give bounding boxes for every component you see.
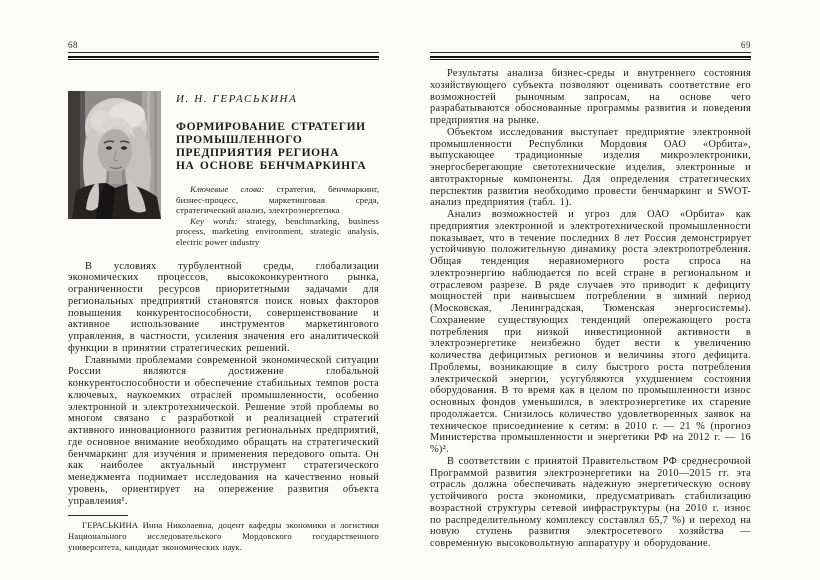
header-double-rule-right <box>430 56 751 60</box>
left-page-body <box>68 261 379 508</box>
title-line: ФОРМИРОВАНИЕ СТРАТЕГИИ <box>176 121 366 133</box>
title-line: НА ОСНОВЕ БЕНЧМАРКИНГА <box>176 160 367 172</box>
author-photo-image <box>68 91 161 219</box>
keywords-ru <box>176 184 379 216</box>
title-line: ПРЕДПРИЯТИЯ РЕГИОНА <box>176 147 340 159</box>
page-number-right: 69 <box>741 40 751 50</box>
keywords-ru-label: Ключевые слова: <box>190 184 265 194</box>
body-paragraph: Результаты анализа бизнес-среды и внутреннего состояния хозяйствующего субъекта позволяют оценивать соответствие его возможностей рыночным запросам, на основе чего разрабатываются обоснованные программы развития и поведения предприятия на рынке. <box>430 68 751 126</box>
footnote-rule <box>68 515 128 516</box>
body-paragraph: В условиях турбулентной среды, глобализации экономических процессов, высококонкурентного рынка, ограниченности ресурсов приоритетными задачами для региональных предприятий становятся поиск новых факторов повышения конкурентоспособности, совершенствование и активное использование инструментов маркетингового управления, в частности, усиления значения его аналитической функции в принятии стратегических решений. <box>68 260 379 354</box>
author-photo <box>68 91 161 219</box>
left-page-header <box>68 40 379 53</box>
article-heading <box>176 91 379 248</box>
body-paragraph: Объектом исследования выступает предприятие электронной промышленности Республики Мордовия ОАО «Орбита», выпускающее традиционные изделия микроэлектроники, энергосберегающие светотехнические изделия, электронные и автотракторные компоненты. Для определения стратегических перспектив развития необходимо провести бенчмаркинг и SWOT-анализ предприятия (табл. 1). <box>430 126 751 209</box>
footnote-block <box>68 515 379 552</box>
header-double-rule-left <box>68 56 379 60</box>
footnote-text: ГЕРАСЬКИНА Инна Николаевна, доцент кафедры экономики и логистики Национального исследовательского Мордовского государственного университета, кандидат экономических наук. <box>68 520 379 552</box>
keywords-en-label: Key words: <box>190 215 238 226</box>
keywords-en <box>176 216 379 248</box>
keywords-ru-text: стратегия, бенчмаркинг, бизнес-процесс, маркетинговая среда, стратегический анализ, электроэнергетика <box>176 184 379 216</box>
keywords-en-text: strategy, benchmarking, business process, marketing environment, strategic analysis, electric power industry <box>176 215 379 247</box>
author-name: И. Н. ГЕРАСЬКИНА <box>176 93 298 105</box>
body-paragraph: Главными проблемами современной экономической ситуации России являются достижение глобальной конкурентоспособности и обеспечение стабильных темпов роста ключевых, наукоемких отраслей промышленности, особенно электронной и электротехнической. Решение этой проблемы во многом связано с разработкой и реализацией стратегий активного инновационного развития региональных предприятий, где основное внимание необходимо обращать на стратегический бенчмаркинг для изучения и применения передового опыта. Он как наиболее актуальный инструмент стратегического менеджмента поднимает исследования на качественно новый уровень, ориентирует на опережение развития объекта управления¹. <box>68 354 379 507</box>
page-number-left: 68 <box>68 40 78 50</box>
article-title <box>176 121 379 173</box>
body-paragraph: Анализ возможностей и угроз для ОАО «Орбита» как предприятия электронной и электротехнической промышленности показывает, что в течение последних 8 лет Россия демонстрирует устойчивую положительную динамику роста электропотребления. Общая тенденция неравномерного роста спроса на электроэнергию наблюдается по всей стране в региональном и отраслевом разрезе. В ряде случаев это приводит к дефициту мощностей при наивысшем потреблении в зимний период (Московская, Ленинградская, Тюменская энергосистемы). Сохранение существующих тенденций опережающего роста потребления при низкой инвестиционной активности в электроэнергетике неизбежно будет вести к увеличению количества дефицитных регионов и величины этого дефицита. Проблемы, возникающие в силу быстрого роста потребления электрической энергии, усугубляются ухудшением состояния оборудования. В то время как в целом по промышленности износ основных фондов уменьшился, в электроэнергетике их старение продолжается. Снизилось количество удовлетворенных заявок на техническое присоединение к сетям: в 2010 г. — 21 % (прогноз Министерства промышленности и энергетики РФ на 2012 г. — 16 %)². <box>430 209 751 455</box>
author-block <box>68 91 379 248</box>
left-page <box>68 40 379 553</box>
body-paragraph: В соответствии с принятой Правительством РФ среднесрочной Программой развития электроэнергетики на 2010—2015 гг. эта отрасль должна обеспечивать надежную энергетическую основу устойчивого роста экономики, предусматривать стабилизацию возрастной структуры сетевой инфраструктуры (на 2010 г. износ по распределительному комплексу составлял 65,7 %) и переход на новую ступень развития электросетевого хозяйства — современную высоковольтную аппаратуру и оборудование. <box>430 455 751 549</box>
right-page <box>430 40 751 550</box>
right-page-header <box>430 40 751 53</box>
right-page-body <box>430 68 751 550</box>
title-line: ПРОМЫШЛЕННОГО <box>176 134 303 146</box>
